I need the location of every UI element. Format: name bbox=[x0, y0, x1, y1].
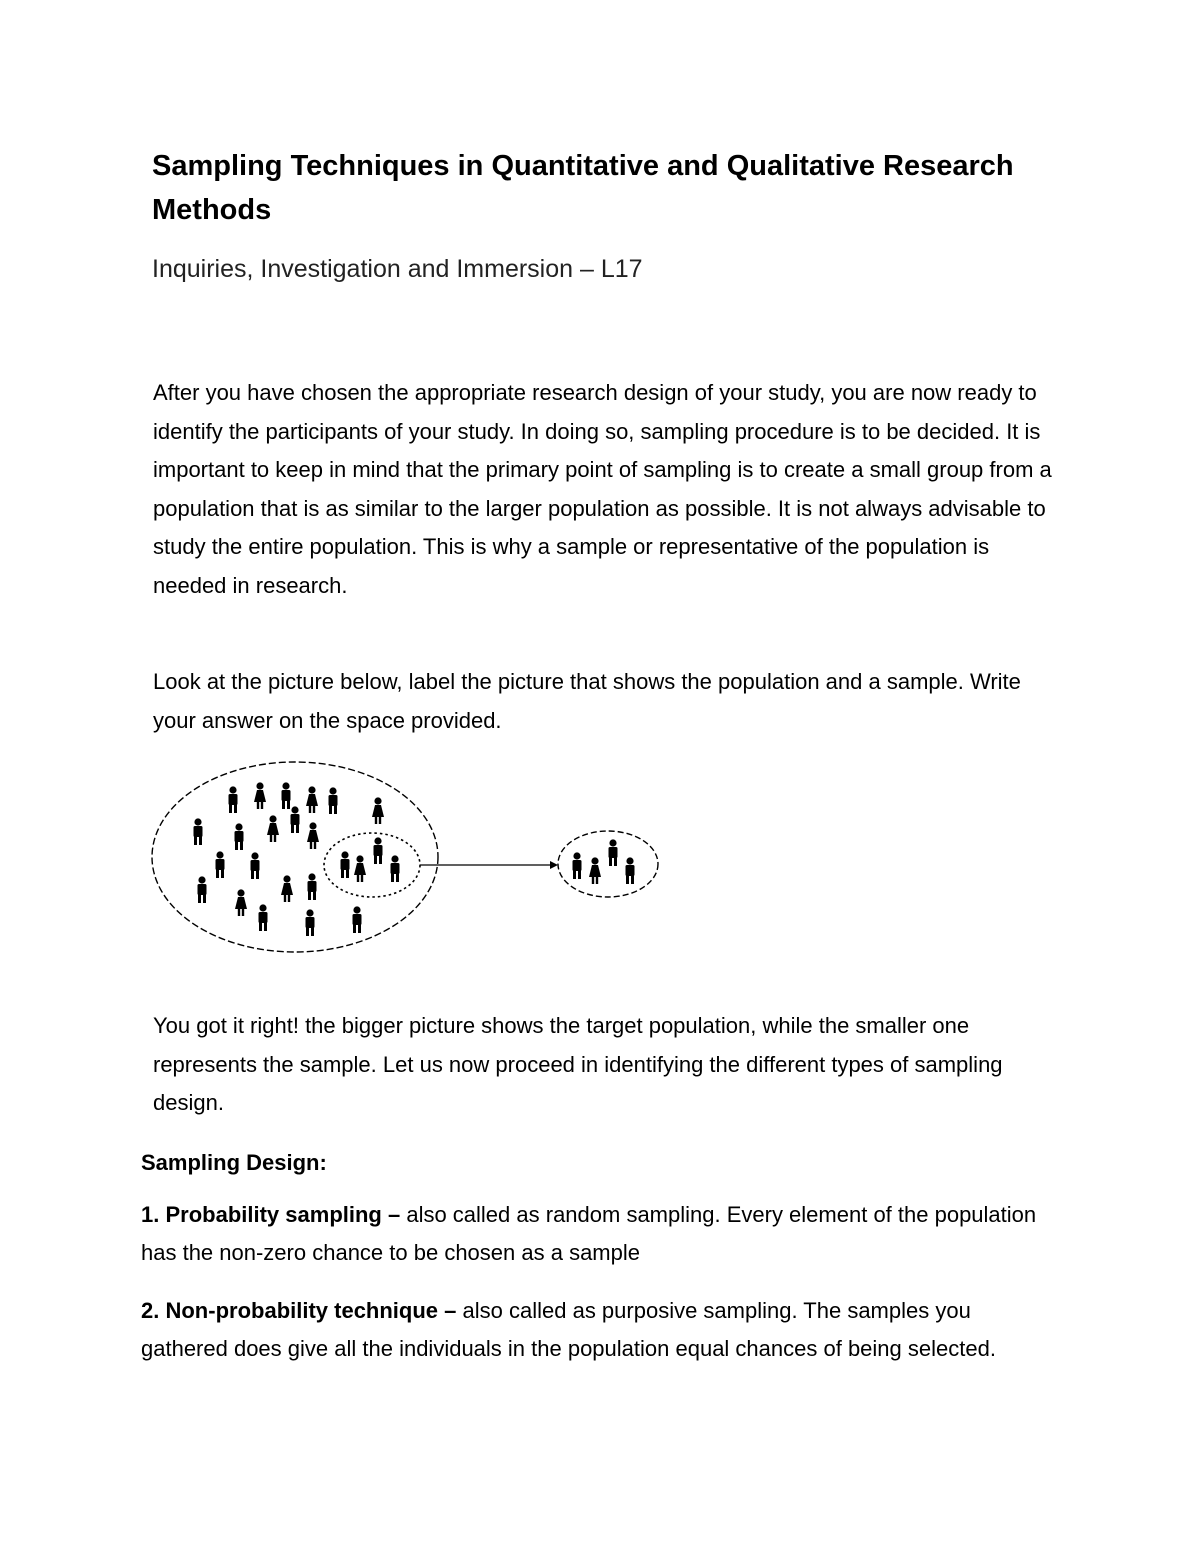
sampling-design-heading: Sampling Design: bbox=[141, 1150, 327, 1175]
item-definition: also called as random sampling. Every element of the population has the non-zero chance to be chosen as a sample bbox=[141, 1202, 1037, 1265]
intro-paragraph: After you have chosen the appropriate research design of your study, you are now ready to identify the participants of your study. In doing so, sampling procedure is to be decided. It is important to keep in mind that the primary point of sampling is to create a small group from a population that is as similar to the larger population as possible. It is not always advisable to study the entire population. This is why a sample or representative of the population is needed in research. bbox=[153, 380, 1052, 598]
item-term: Non-probability technique – bbox=[165, 1298, 457, 1323]
population-people bbox=[194, 782, 400, 936]
sampling-item-probability bbox=[141, 1196, 1041, 1271]
item-number: 1. bbox=[141, 1202, 160, 1227]
arrow-head bbox=[550, 861, 558, 869]
item-definition: also called as purposive sampling. The samples you gathered does give all the individuals in the population equal chances of being selected. bbox=[141, 1298, 996, 1361]
item-term: Probability sampling – bbox=[165, 1202, 401, 1227]
sampling-item-non-probability bbox=[141, 1292, 1041, 1367]
sample-selection-ellipse bbox=[324, 833, 420, 897]
page-subtitle: Inquiries, Investigation and Immersion – L17 bbox=[152, 255, 643, 283]
item-number: 2. bbox=[141, 1298, 160, 1323]
population-sample-diagram bbox=[150, 755, 670, 965]
instruction-paragraph: Look at the picture below, label the picture that shows the population and a sample. Write your answer on the space provided. bbox=[153, 669, 1021, 733]
page-title: Sampling Techniques in Quantitative and Qualitative Research Methods bbox=[152, 150, 1014, 226]
sample-people bbox=[573, 839, 635, 884]
result-paragraph: You got it right! the bigger picture shows the target population, while the smaller one represents the sample. Let us now proceed in identifying the different types of sampling design. bbox=[153, 1013, 1003, 1115]
